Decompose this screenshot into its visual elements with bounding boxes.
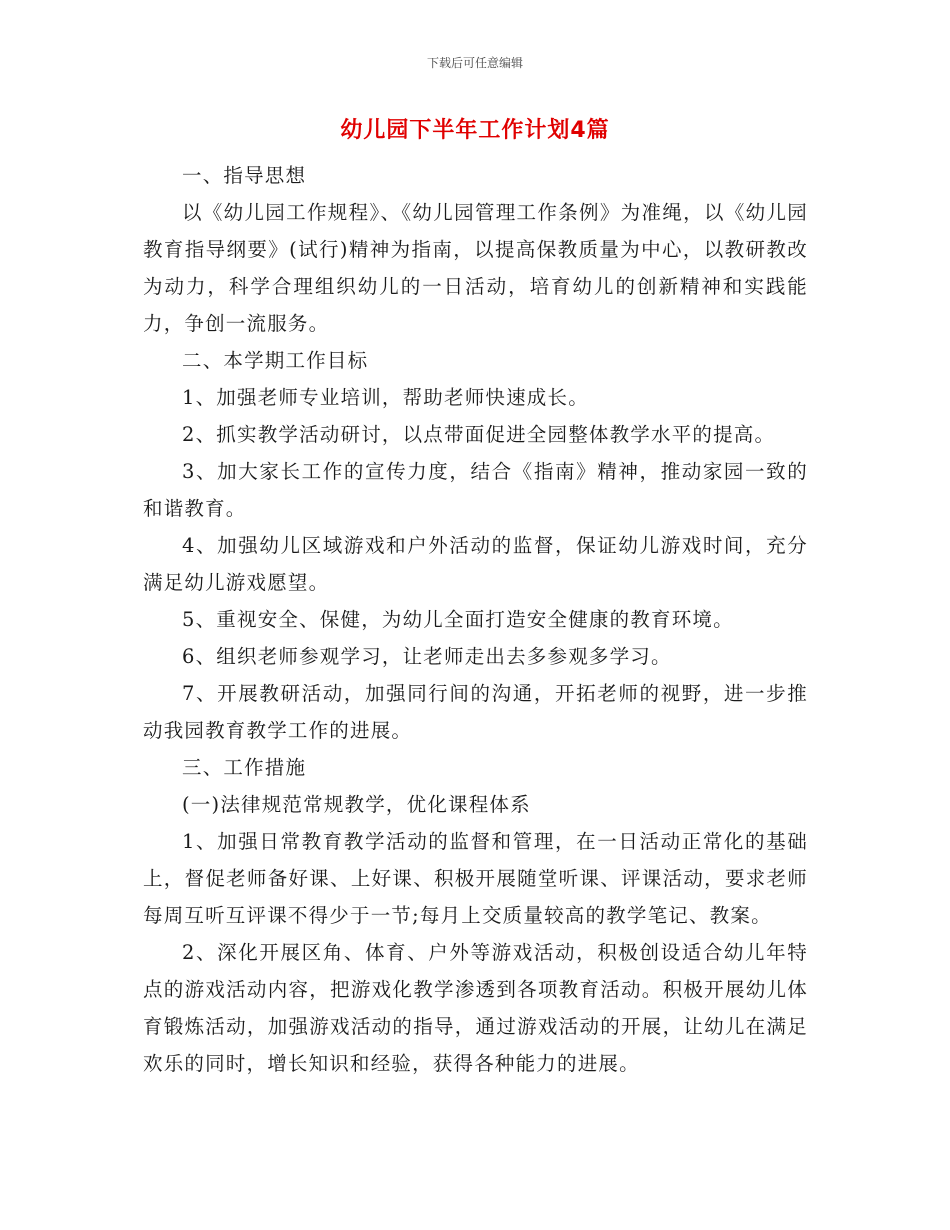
paragraph: 以《幼儿园工作规程》、《幼儿园管理工作条例》为准绳，以《幼儿园教育指导纲要》(试行)精神为指南，以提高保教质量为中心，以教研教改为动力，科学合理组织幼儿的一日活动，培育幼儿的创新精神和实践能力，争创一流服务。 <box>143 201 808 335</box>
section-heading-work-measures: 三、工作措施 <box>182 756 307 779</box>
list-item: 1、加强老师专业培训，帮助老师快速成长。 <box>182 386 589 409</box>
section-heading-semester-goals: 二、本学期工作目标 <box>182 349 369 372</box>
subsection-heading: (一)法律规范常规教学，优化课程体系 <box>182 793 531 816</box>
list-item: 2、抓实教学活动研讨，以点带面促进全园整体教学水平的提高。 <box>182 423 776 446</box>
document-body <box>143 157 808 1082</box>
list-item: 1、加强日常教育教学活动的监督和管理，在一日活动正常化的基础上，督促老师备好课、上好课、积极开展随堂听课、评课活动，要求老师每周互听互评课不得少于一节;每月上交质量较高的教学笔记、教案。 <box>143 830 808 927</box>
list-item: 3、加大家长工作的宣传力度，结合《指南》精神，推动家园一致的和谐教育。 <box>143 460 808 520</box>
section-heading-guiding-ideology: 一、指导思想 <box>182 164 307 187</box>
document-title: 幼儿园下半年工作计划4篇 <box>340 118 610 143</box>
header-note: 下载后可任意编辑 <box>426 56 523 70</box>
list-item: 5、重视安全、保健，为幼儿全面打造安全健康的教育环境。 <box>182 608 734 631</box>
list-item: 2、深化开展区角、体育、户外等游戏活动，积极创设适合幼儿年特点的游戏活动内容，把游戏化教学渗透到各项教育活动。积极开展幼儿体育锻炼活动，加强游戏活动的指导，通过游戏活动的开展，让幼儿在满足欢乐的同时，增长知识和经验，获得各种能力的进展。 <box>143 941 808 1075</box>
list-item: 6、组织老师参观学习，让老师走出去多参观多学习。 <box>182 645 672 668</box>
list-item: 7、开展教研活动，加强同行间的沟通，开拓老师的视野，进一步推动我园教育教学工作的进展。 <box>143 682 808 742</box>
list-item: 4、加强幼儿区域游戏和户外活动的监督，保证幼儿游戏时间，充分满足幼儿游戏愿望。 <box>143 534 808 594</box>
